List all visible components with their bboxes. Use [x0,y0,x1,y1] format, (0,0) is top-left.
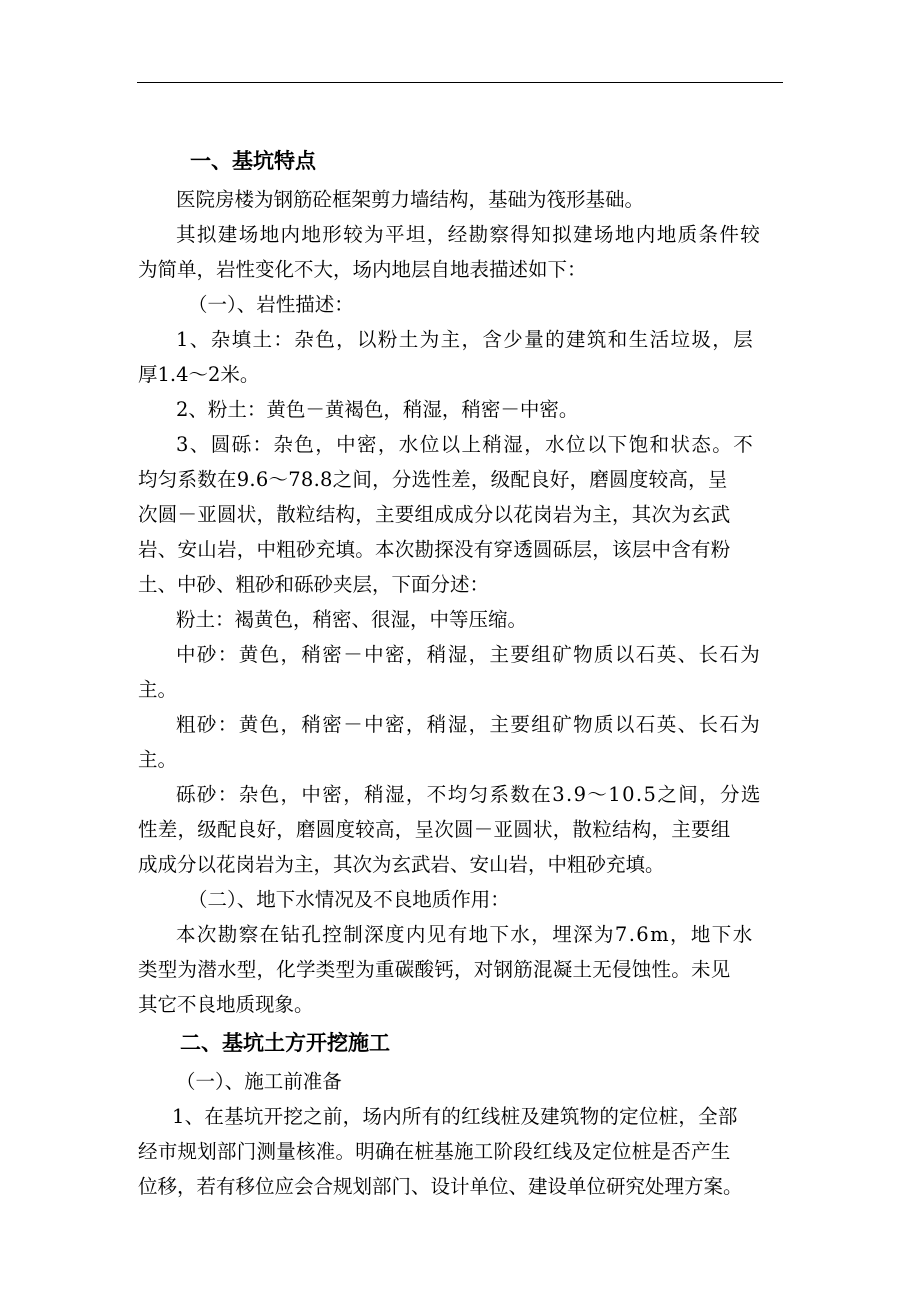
section-heading-1: 一、基坑特点 [190,149,316,173]
paragraph-line: 性差，级配良好，磨圆度较高，呈次圆－亚圆状，散粒结构，主要组 [138,818,731,841]
paragraph-line: 1、杂填土：杂色，以粉土为主，含少量的建筑和生活垃圾，层 [176,328,755,351]
paragraph-line: 土、中砂、粗砂和砾砂夹层，下面分述： [138,573,490,596]
paragraph-line: 为简单，岩性变化不大，场内地层自地表描述如下： [138,258,587,281]
paragraph-line: 主。 [138,678,178,701]
section-heading-2: 二、基坑土方开挖施工 [180,1031,390,1055]
paragraph-line: 类型为潜水型，化学类型为重碳酸钙，对钢筋混凝土无侵蚀性。未见 [138,958,731,981]
document-body [138,140,784,1204]
paragraph-line: 其拟建场地内地形较为平坦，经勘察得知拟建场地内地质条件较 [176,223,762,246]
paragraph-line: 1、在基坑开挖之前，场内所有的红线桩及建筑物的定位桩，全部 [172,1105,738,1128]
paragraph-line: 砾砂：杂色，中密，稍湿，不均匀系数在3.9～10.5之间，分选 [176,783,762,806]
paragraph-line: 中砂：黄色，稍密－中密，稍湿，主要组矿物质以石英、长石为 [176,643,762,666]
paragraph-line: 厚1.4～2米。 [138,363,260,386]
paragraph-line: 经市规划部门测量核准。明确在桩基施工阶段红线及定位桩是否产生 [138,1140,731,1163]
paragraph-line: 位移，若有移位应会合规划部门、设计单位、建设单位研究处理方案。 [138,1175,743,1198]
paragraph-line: 3、圆砾：杂色，中密，水位以上稍湿，水位以下饱和状态。不 [176,433,755,456]
paragraph-line: 主。 [138,748,178,771]
subsection-heading: （一）、岩性描述： [188,293,354,316]
paragraph-line: 粉土：褐黄色，稍密、很湿，中等压缩。 [176,608,528,631]
paragraph-line: 均匀系数在9.6～78.8之间，分选性差，级配良好，磨圆度较高，呈 [138,468,728,491]
paragraph-line: 2、粉土：黄色－黄褐色，稍湿，稍密－中密。 [176,398,579,421]
paragraph-line: 粗砂：黄色，稍密－中密，稍湿，主要组矿物质以石英、长石为 [176,713,762,736]
paragraph-line: 医院房楼为钢筋砼框架剪力墙结构，基础为筏形基础。 [176,188,645,211]
paragraph-line: 本次勘察在钻孔控制深度内见有地下水，埋深为7.6m，地下水 [176,923,754,946]
subsection-heading: （二）、地下水情况及不良地质作用： [188,888,510,911]
paragraph-line: 成成分以花岗岩为主，其次为玄武岩、安山岩，中粗砂充填。 [138,853,665,876]
header-rule [137,82,783,83]
paragraph-line: 岩、安山岩，中粗砂充填。本次勘探没有穿透圆砾层，该层中含有粉 [138,538,731,561]
paragraph-line: 次圆－亚圆状，散粒结构，主要组成成分以花岗岩为主，其次为玄武 [138,503,731,526]
subsection-heading: （一）、施工前准备 [176,1070,342,1093]
paragraph-line: 其它不良地质现象。 [138,993,314,1016]
